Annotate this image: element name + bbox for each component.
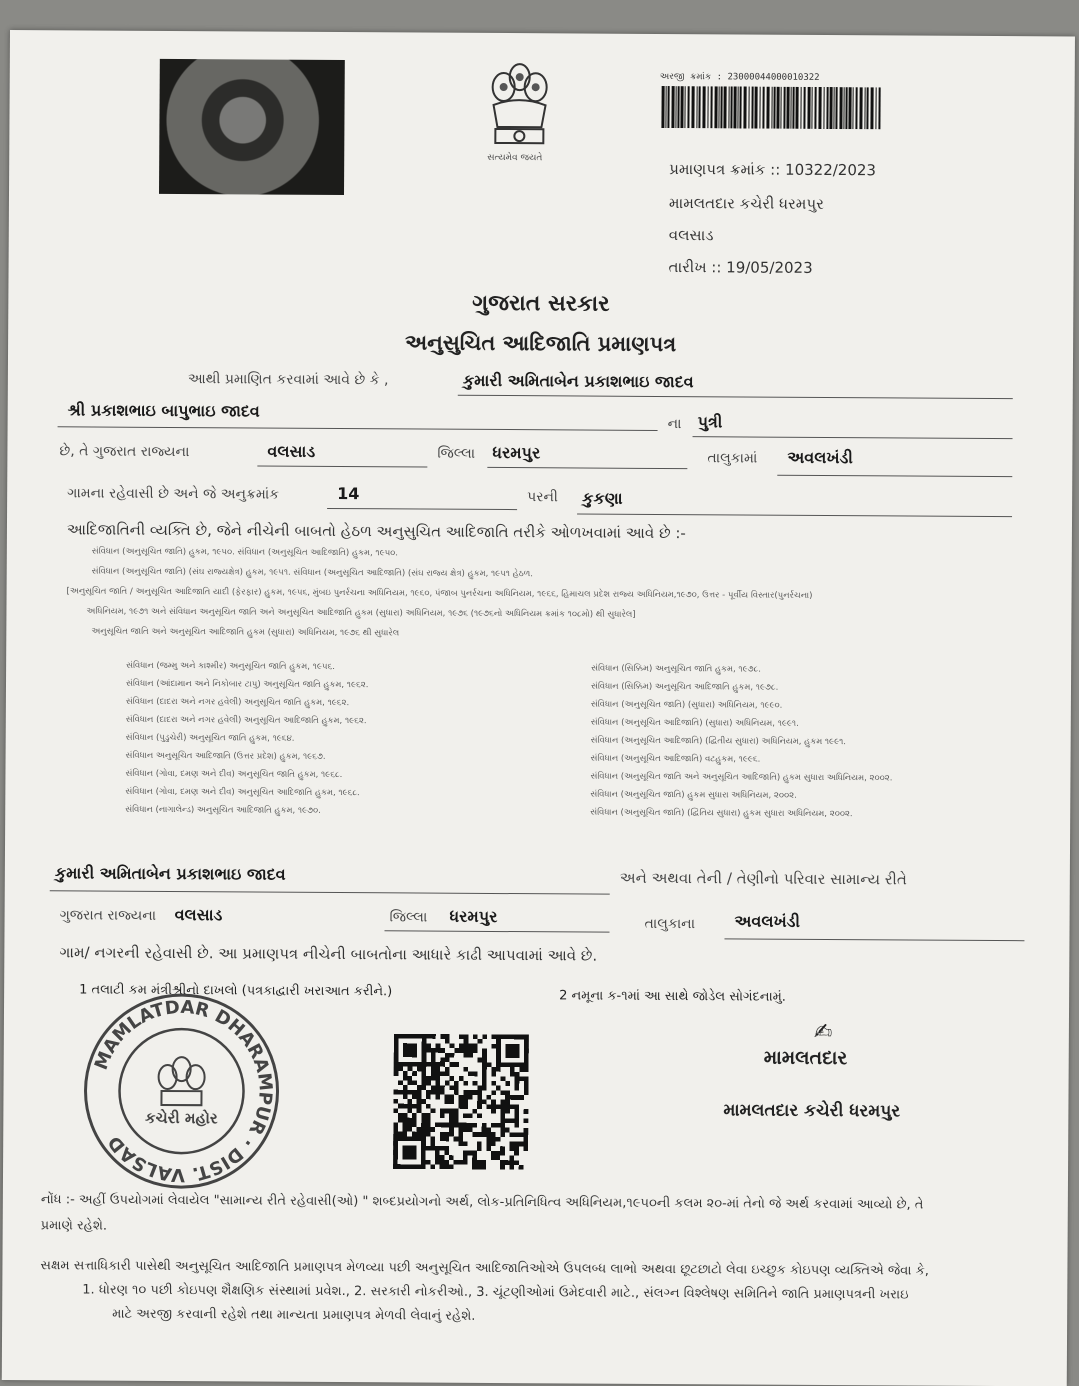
note-line-3: 1. ધોરણ ૧૦ પછી કોઇપણ શૈક્ષણિક સંસ્થામાં પ્રવેશ., 2. સરકારી નોકરીઓ., 3. ચૂંટણીઓમાં ઉમેદવારી માટે., સંલગ્ન વિશ્લેષણ સમિતિને જાતિ પ્રમાણપત્રની ખરાઇ [82, 1282, 909, 1303]
certificate-title: અનુસુચિત આદિજાતિ પ્રમાણપત્ર [404, 330, 677, 357]
tribe-name: કુકણા [582, 488, 623, 508]
legal-order-item: સંવિધાન (આંદામાન અને નિકોબાર ટાપુ) અનુસૂચિત જાતિ હુકમ, ૧૯૬૨. [125, 678, 369, 691]
district-label-2: જિલ્લા [389, 909, 428, 926]
resident-label: ગામના રહેવાસી છે અને જે અનુક્રમાંક [67, 485, 280, 503]
underline [257, 466, 427, 468]
relation-label: ના [667, 416, 682, 433]
note-line-4: માટે અરજી કરવાની રહેશે તથા માન્યતા પ્રમાણપત્ર મેળવી લેવાનું રહેશે. [112, 1306, 476, 1324]
legal-order-item: સંવિધાન (દાદરા અને નગર હવેલી) અનુસૂચિત આદિજાતિ હુકમ, ૧૯૬૨. [125, 714, 367, 727]
legal-order-item: સંવિધાન (નાગાલેન્ડ) અનુસૂચિત આદિજાતિ હુકમ, ૧૯૭૦. [125, 804, 321, 816]
legal-order-item: સંવિધાન (અનુસૂચિત જાતિ) (સુધારા) અધિનિયમ, ૧૯૯૦. [590, 699, 783, 711]
underline [327, 508, 517, 510]
application-number: અરજી ક્રમાંક : 23000044000010322 [659, 71, 820, 83]
basis-item-2: 2 નમૂના ક-૧માં આ સાથે જોડેલ સોગંદનામું. [559, 988, 787, 1005]
signatory-office: મામલતદાર કચેરી ધરમપુર [723, 1100, 901, 1122]
legal-order-item: સંવિધાન (અનુસૂચિત જાતિ અને અનુસૂચિત આદિજાતિ) હુકમ સુધારા અધિનિયમ, ૨૦૦૨. [590, 771, 893, 784]
signature-mark-icon: ✍ [813, 1019, 833, 1046]
state-label-2: ગુજરાત રાજ્યના [59, 907, 157, 924]
underline [58, 426, 658, 431]
taluka-value: ધરમપુર [492, 442, 541, 463]
taluka-label: તાલુકામાં [707, 450, 758, 467]
basis-item-1: 1 તલાટી કમ મંત્રીશ્રીનો દાખલો (પત્રકાદ્વારી ખરાઆત કરીને.) [79, 982, 393, 1000]
orders-right-list [590, 664, 893, 828]
barcode [659, 86, 884, 129]
district-value: વલસાડ [267, 441, 316, 461]
legal-order-item: સંવિધાન (અનુસૂચિત જાતિ) (દ્વિતિય સુધારા) હુકમ સુધારા અધિનિયમ, ૨૦૦૨. [590, 807, 853, 820]
legal-order-item: સંવિધાન અનુસૂચિત આદિજાતિ (ઉત્તર પ્રદેશ) હુકમ, ૧૯૬૭. [125, 750, 326, 762]
office-seal-stamp [81, 990, 282, 1191]
orders-top-list [66, 546, 1057, 652]
state-label: છે, તે ગુજરાત રાજ્યના [59, 443, 190, 461]
qr-code [393, 1027, 529, 1176]
underline [458, 395, 1013, 399]
applicant-photo [159, 59, 345, 195]
district-value-2: વલસાડ [174, 905, 223, 925]
underline [693, 436, 1013, 439]
legal-order-item: સંવિધાન (અનુસૂચિત આદિજાતિ) વટહુકમ, ૧૯૯૬. [590, 753, 761, 765]
svg-text:MAMLATDAR DHARAMPUR · DIST. VA: MAMLATDAR DHARAMPUR · DIST. VALSAD [90, 996, 276, 1186]
relation-value: પુત્રી [697, 412, 723, 432]
legal-order-item: અનુસૂચિત જાતિ અને અનુસૂચિત આદિજાતિ હુકમ (સુધારા) અધિનિયમ, ૧૯૭૬ થી સુધારેલ [91, 626, 400, 639]
certified-person-name: કુમારી અમિતાબેન પ્રકાશભાઇ જાદવ [462, 370, 694, 392]
signatory-title: મામલતદાર [763, 1046, 848, 1070]
legal-order-item: સંવિધાન (સિક્કિમ) અનુસૂચિત જાતિ હુકમ, ૧૯૭૮. [591, 663, 761, 675]
legal-order-item: સંવિધાન (દાદરા અને નગર હવેલી) અનુસૂચિત જાતિ હુકમ, ૧૯૬૨. [125, 696, 350, 709]
svg-text:કચેરી મહોર: કચેરી મહોર [144, 1108, 218, 1128]
issue-date: તારીખ :: 19/05/2023 [668, 258, 813, 277]
state-emblem-icon [479, 55, 560, 165]
legal-order-item: સંવિધાન (જમ્મુ અને કાશ્મીર) અનુસૂચિત જાતિ હુકમ, ૧૯૫૬. [126, 660, 335, 672]
family-label: અને અથવા તેની / તેણીનો પરિવાર સામાન્ય રીતે [619, 868, 907, 889]
underline [50, 890, 610, 894]
certificate-number: પ્રમાણપત્ર ક્રમાંક :: 10322/2023 [669, 160, 877, 180]
legal-order-item: સંવિધાન (અનુસૂચિત જાતિ) હુકમ, ૧૯૫૦. સંવિધાન (અનુસૂચિત આદિજાતિ) હુકમ, ૧૯૫૦. [91, 546, 399, 559]
emblem-caption: સત્યમેવ જયતે [487, 152, 543, 164]
underline [724, 938, 1024, 941]
taluka-label-2: તાલુકાના [644, 915, 696, 933]
basis-sentence: ગામ/ નગરની રહેવાસી છે. આ પ્રમાણપત્ર નીચેની બાબતોના આધારે કાઢી આપવામાં આવે છે. [59, 943, 598, 965]
on-label: પરની [527, 489, 558, 506]
legal-order-item: અધિનિયમ, ૧૯૭૧ અને સંવિધાન અનુસૂચિત જાતિ અને અનુસૂચિત આદિજાતિ હુકમ (સુધારા) અધિનિયમ, ૧૯૭૬ (૧૯૭૬નો અધિનિયમ ક્રમાંક ૧૦૮મો) થી સુધારેલ] [86, 606, 636, 620]
legal-order-item: સંવિધાન (અનુસૂચિત જાતિ) હુકમ સુધારા અધિનિયમ, ૨૦૦૨. [590, 789, 797, 801]
legal-order-item: સંવિધાન (અનુસૂચિત આદિજાતિ) (સુધારા) અધિનિયમ, ૧૯૯૧. [590, 717, 799, 729]
legal-order-item: સંવિધાન (અનુસૂચિત આદિજાતિ) (દ્વિતીય સુધારા) અધિનિયમ, હુકમ ૧૯૯૧. [590, 735, 847, 748]
father-name: શ્રી પ્રકાશભાઇ બાપુભાઇ જાદવ [67, 400, 260, 421]
underline [577, 513, 1012, 517]
legal-order-item: સંવિધાન (ગોવા, દમણ અને દીવ) અનુસૂચિત આદિજાતિ હુકમ, ૧૯૬૮. [125, 786, 360, 799]
note-line-1b: પ્રમાણે રહેશે. [40, 1218, 108, 1234]
issuing-office: મામલતદાર કચેરી ધરમપુર [668, 194, 824, 213]
village-value-2: અવલખંડી [734, 911, 801, 931]
legal-order-item: સંવિધાન (સિક્કિમ) અનુસૂચિત આદિજાતિ હુકમ, ૧૯૭૮. [590, 681, 779, 693]
serial-number: 14 [337, 484, 360, 504]
orders-left-list [125, 661, 368, 824]
underline [487, 467, 687, 469]
district-label: જિલ્લા [437, 445, 476, 462]
note-line-2: સક્ષમ સત્તાધિકારી પાસેથી અનુસૂચિત આદિજાતિ પ્રમાણપત્ર મેળવ્યા પછી અનુસૂચિત આદિજાતિઓએ ઉપલબ્ધ લાભો અથવા છૂટછાટો લેવા ઇચ્છુક કોઇપણ વ્યક્તિએ જેવા કે, [40, 1258, 929, 1279]
legal-order-item: સંવિધાન (પુડુચેરી) અનુસૂચિત જાતિ હુકમ, ૧૯૬૪. [125, 732, 295, 744]
underline [777, 475, 1012, 477]
legal-order-item: [અનુસૂચિત જાતિ / અનુસૂચિત આદિજાતિ યાદી (ફેરફાર) હુકમ, ૧૯૫૬, મુંબઇ પુનર્રચના અધિનિયમ, ૧૯૬૦, પંજાબ પુનર્રચના અધિનિયમ, ૧૯૬૬, હિમાચલ પ્રદેશ રાજ્ય અધિનિયમ,૧૯૭૦, ઉત્તર - પૂર્વીય વિસ્તાર(પુનર્રચના) [66, 586, 813, 601]
village-value: અવલખંડી [787, 447, 853, 468]
legal-order-item: સંવિધાન (અનુસૂચિત જાતિ) (સંઘ રાજ્યક્ષેત્ર) હુકમ, ૧૯૫૧. સંવિધાન (અનુસૂચિત આદિજાતિ) (સંઘ રાજ્ય ક્ષેત્ર) હુકમ, ૧૯૫૧ હેઠળ. [91, 566, 534, 580]
taluka-value-2: ધરમપુર [449, 906, 498, 926]
certify-label: આથી પ્રમાણિત કરવામાં આવે છે કે , [187, 371, 389, 389]
person-name-repeat: કુમારી અમિતાબેન પ્રકાશભાઇ જાદવ [54, 863, 286, 884]
government-title: ગુજરાત સરકાર [472, 290, 610, 317]
underline [385, 930, 610, 932]
certificate-page [2, 30, 1075, 1386]
note-line-1: નોંધ :- અહીં ઉપયોગમાં લેવાયેલ "સામાન્ય રીતે રહેવાસી(ઓ) " શબ્દપ્રયોગનો અર્થ, લોક-પ્રતિનિધિત્વ અધિનિયમ,૧૯૫૦ની કલમ ૨૦-માં તેનો જે અર્થ કરવામાં આવ્યો છે, તે [40, 1192, 924, 1213]
issuing-district: વલસાડ [668, 226, 714, 245]
legal-order-item: સંવિધાન (ગોવા, દમણ અને દીવ) અનુસૂચિત જાતિ હુકમ, ૧૯૬૮. [125, 768, 343, 781]
tribe-sentence: આદિજાતિની વ્યક્તિ છે, જેને નીચેની બાબતો હેઠળ અનુસુચિત આદિજાતિ તરીકે ઓળખવામાં આવે છે :- [66, 520, 686, 543]
